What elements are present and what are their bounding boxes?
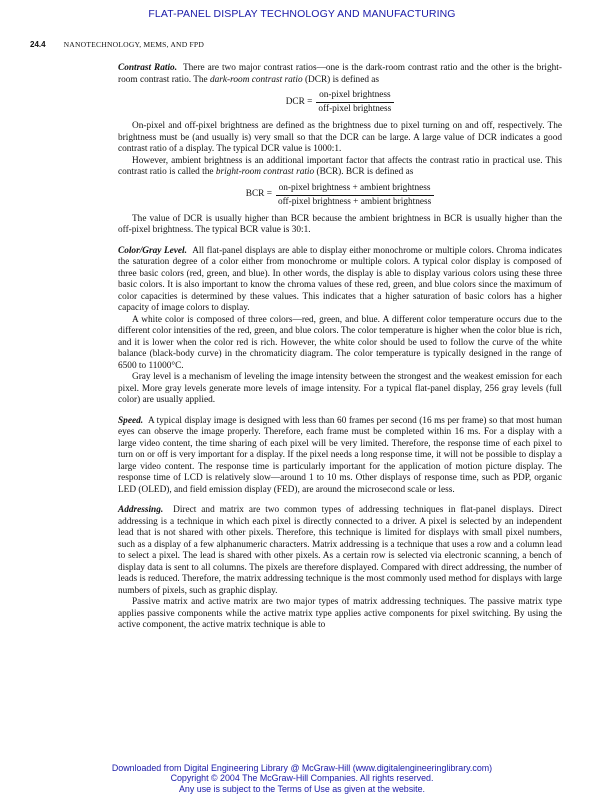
bcr-equation-lhs: BCR = [245, 189, 272, 200]
bcr-numerator: on-pixel brightness + ambient brightness [276, 183, 434, 196]
addressing-paragraph-1: Addressing. Direct and matrix are two common types of addressing techniques in flat-panel displays. Direct addressing is a technique in which each pixel is directly connected to a driver. A pixel is selected by an independent lead that is not shared with other pixels. Therefore, this technique is limited for displays with small pixel numbers, such as a display of a few alphanumeric characters. Matrix addressing is a technique that uses a row and a column lead to select a pixel. The lead is shared with other pixels. As a certain row is selected via electronic scanning, a bench of display data is sent to all columns. The pixels are therefore displayed. Compared with direct addressing, the number of leads is reduced. Therefore, the matrix addressing technique is the most commonly used method for displays with large numbers of pixels, such as graphic display. [118, 505, 562, 596]
contrast-ratio-heading: Contrast Ratio. [118, 63, 178, 73]
bcr-equation [118, 183, 562, 208]
speed-heading: Speed. [118, 415, 144, 426]
section-title: NANOTECHNOLOGY, MEMS, AND FPD [63, 40, 205, 49]
dcr-equation-lhs: DCR = [285, 96, 313, 107]
contrast-paragraph-2: On-pixel and off-pixel brightness are defined as the brightness due to pixel turning on and off, respectively. The brightness must be (and usually is) very small so that the DCR can be large. A large value of DCR indicates a good contrast ratio of a display. The typical DCR value is 1000:1. [118, 121, 562, 154]
dcr-equation [118, 90, 562, 115]
color-paragraph-3: Gray level is a mechanism of leveling the image intensity between the strongest and the weakest emission for each pixel. More gray levels generate more levels of image intensity. For a typical flat-panel display, 256 gray levels (full color) are usually applied. [118, 372, 562, 405]
page-number: 24.4 [30, 40, 46, 49]
page-footer [0, 763, 604, 794]
color-paragraph-2: A white color is composed of three colors—red, green, and blue. A different color temperature occurs due to the different color intensities of the red, green, and blue colors. The color temperature is higher when the color blue is rich, and it is lower when the color red is rich. However, the white color should be used to follow the curve of the white balance (black-body curve) in the chromaticity diagram. The color temperature is typically designed in the range of 6500 to 11000°C. [118, 314, 562, 371]
dcr-term: dark-room contrast ratio [210, 74, 303, 85]
footer-download-link[interactable]: Downloaded from Digital Engineering Library @ McGraw-Hill (www.digitalengineeringlibrary.com) [111, 763, 493, 773]
contrast-paragraph-1: Contrast Ratio. There are two major contrast ratios—one is the dark-room contrast ratio and the other is the bright-room contrast ratio. The dark-room contrast ratio (DCR) is defined as [118, 63, 562, 85]
bcr-denominator: off-pixel brightness + ambient brightness [277, 196, 432, 207]
dcr-fraction [315, 90, 394, 115]
addressing-heading: Addressing. [118, 505, 164, 515]
dcr-denominator: off-pixel brightness [318, 104, 392, 114]
speed-paragraph-1: Speed. A typical display image is designed with less than 60 frames per second (16 ms per frame) so that most human eyes can observe the image properly. Therefore, each frame must be completed within 16 ms. For a display with a large video content, the time sharing of each pixel will be very limited. Therefore, the response time of each pixel to turn on or off is very important for a display. If the pixel needs a long response time, it will not be possible to display a large video content. The response time is particularly important for the application of motion picture display. The response time of LCD is relatively slow—around 1 to 10 ms. Other displays of response time, such as PDP, organic LED (OLED), and field emission display (FED), are around the microsecond scale or less. [118, 415, 562, 495]
running-head [30, 40, 570, 49]
color-paragraph-1: Color/Gray Level. All flat-panel displays are able to display either monochrome or multiple colors. Chroma indicates the saturation degree of a color either from monochrome or multiple colors. A typical color display is composed of three basic colors (red, green, and blue). In other words, the display is able to display various colors using these three basic colors. It is also important to know the chroma values of these red, green, and blue colors since the maximum of color capacities is determined by these values. This indicates that a higher saturation of basic colors has a higher capacity of image colors to display. [118, 245, 562, 313]
contrast-paragraph-3: However, ambient brightness is an additional important factor that affects the contrast ratio in practical use. This contrast ratio is called the bright-room contrast ratio (BCR). BCR is defined as [118, 155, 562, 177]
page-banner: FLAT-PANEL DISPLAY TECHNOLOGY AND MANUFACTURING [148, 8, 456, 20]
addressing-paragraph-2: Passive matrix and active matrix are two major types of matrix addressing techniques. The passive matrix type applies passive components while the active matrix type applies active components for pixel switching. By using the active component, the active matrix technique is able to [118, 597, 562, 630]
bcr-fraction [275, 183, 434, 208]
dcr-numerator: on-pixel brightness [316, 90, 394, 103]
page-body [118, 63, 562, 632]
contrast-paragraph-4: The value of DCR is usually higher than BCR because the ambient brightness in BCR is usually higher than the off-pixel brightness. The typical BCR value is 30:1. [118, 213, 562, 235]
bcr-term: bright-room contrast ratio [215, 167, 315, 177]
footer-terms-link[interactable]: Any use is subject to the Terms of Use as given at the website. [179, 783, 425, 794]
footer-copyright: Copyright © 2004 The McGraw-Hill Companies. All rights reserved. [170, 773, 434, 784]
color-gray-heading: Color/Gray Level. [118, 245, 187, 256]
